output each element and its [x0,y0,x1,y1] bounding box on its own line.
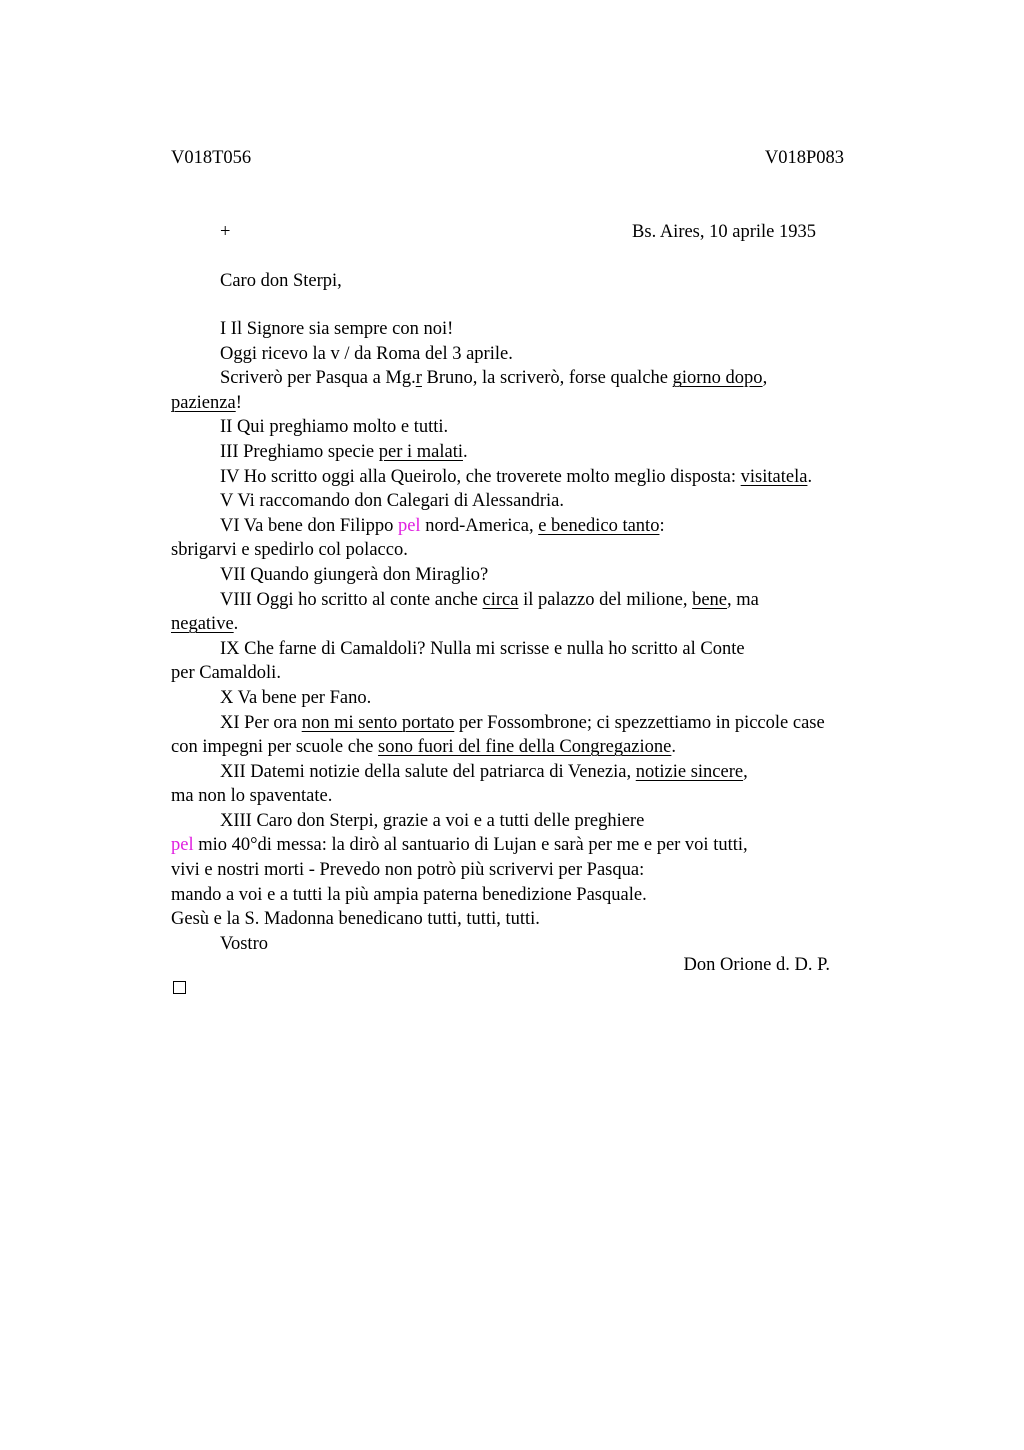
line-text: vivi e nostri morti - Prevedo non potrò più scrivervi per Pasqua: [171,860,645,881]
letter-line [171,514,931,539]
place-date: Bs. Aires, 10 aprile 1935 [632,222,816,242]
line-text: , [762,368,768,389]
letter-line [171,317,931,342]
line-text: V Vi raccomando don Calegari di Alessandria. [220,491,564,512]
line-text: nord-America, [420,515,539,536]
line-text: Gesù e la S. Madonna benedicano tutti, tutti, tutti. [171,909,540,930]
line-text: sbrigarvi e spedirlo col polacco. [171,540,408,561]
letter-line [171,833,931,858]
line-text: Bruno, la scriverò, forse qualche [421,368,673,389]
line-text: ! [235,392,242,413]
letter-body [171,317,931,956]
line-text: Vostro [220,933,268,954]
line-text: XII Datemi notizie della salute del patriarca di Venezia, [220,761,636,782]
underlined-text: negative [171,614,234,635]
line-text: I Il Signore sia sempre con noi! [220,319,454,339]
line-text: VI Va bene don Filippo [220,515,398,536]
line-text: Scriverò per Pasqua a Mg. [220,368,416,389]
line-text: VIII Oggi ho scritto al conte anche [220,589,483,610]
letter-line [171,686,931,711]
letter-line [171,711,931,736]
letter-line [171,588,931,613]
line-text: II Qui preghiamo molto e tutti. [220,417,449,438]
letter-line [171,440,931,465]
header-right-code: V018P083 [764,148,844,168]
line-text: VII Quando giungerà don Miraglio? [220,564,489,585]
underlined-text: sono fuori del fine della Congregazione [378,737,672,758]
line-text: . [462,441,468,462]
letter-line [171,391,931,416]
underlined-text: pazienza [171,392,236,413]
letter-line [171,760,931,785]
line-text: con impegni per scuole che [171,737,379,758]
line-text: XI Per ora [220,712,302,733]
letter-line [171,809,931,834]
underlined-text: notizie sincere [635,761,744,782]
highlighted-word: pel [397,515,421,536]
line-text: mando a voi e a tutti la più ampia paterna benedizione Pasquale. [171,884,647,905]
letter-line [171,858,931,883]
underlined-text: per i malati [378,441,463,462]
letter-line [171,907,931,932]
letter-line [171,637,931,662]
line-text: IV Ho scritto oggi alla Queirolo, che troverete molto meglio disposta: [220,466,741,487]
line-text: . [807,466,813,487]
salutation: Caro don Sterpi, [220,271,342,291]
header-left-code: V018T056 [171,148,252,168]
underlined-text: non mi sento portato [301,712,455,733]
letter-line [171,538,931,563]
letter-line [171,932,931,957]
line-text: mio 40°di messa: la dirò al santuario di Lujan e sarà per me e per voi tutti, [193,835,748,856]
line-text: per Camaldoli. [171,663,281,684]
letter-line [171,612,931,637]
underlined-text: visitatela [740,466,808,487]
underlined-text: r [415,368,422,389]
line-text: ma non lo spaventate. [171,786,333,807]
cross-mark: + [220,222,231,242]
letter-line [171,489,931,514]
line-text: , [743,761,748,782]
highlighted-word: pel [171,835,194,856]
letter-line [171,563,931,588]
line-text: . [671,737,676,758]
line-text: XIII Caro don Sterpi, grazie a voi e a tutti delle preghiere [220,810,645,831]
underlined-text: bene [692,589,728,610]
letter-line [171,415,931,440]
line-text: Oggi ricevo la v / da Roma del 3 aprile. [220,343,513,364]
underlined-text: circa [482,589,519,610]
line-text: X Va bene per Fano. [220,687,372,708]
end-box-icon [173,981,186,994]
underlined-text: e benedico tanto [538,515,660,536]
line-text: , ma [727,589,759,610]
letter-line [171,342,931,367]
line-text: . [233,614,239,635]
letter-line [171,366,931,391]
line-text: il palazzo del milione, [518,589,693,610]
letter-line [171,784,931,809]
line-text: IX Che farne di Camaldoli? Nulla mi scrisse e nulla ho scritto al Conte [220,638,745,659]
letter-line [171,661,931,686]
underlined-text: giorno dopo [672,368,763,389]
letter-line [171,735,931,760]
letter-line [171,465,931,490]
line-text: III Preghiamo specie [220,441,379,462]
signature: Don Orione d. D. P. [683,955,830,975]
letter-line [171,883,931,908]
line-text: per Fossombrone; ci spezzettiamo in piccole case [454,712,825,733]
line-text: : [659,515,665,536]
